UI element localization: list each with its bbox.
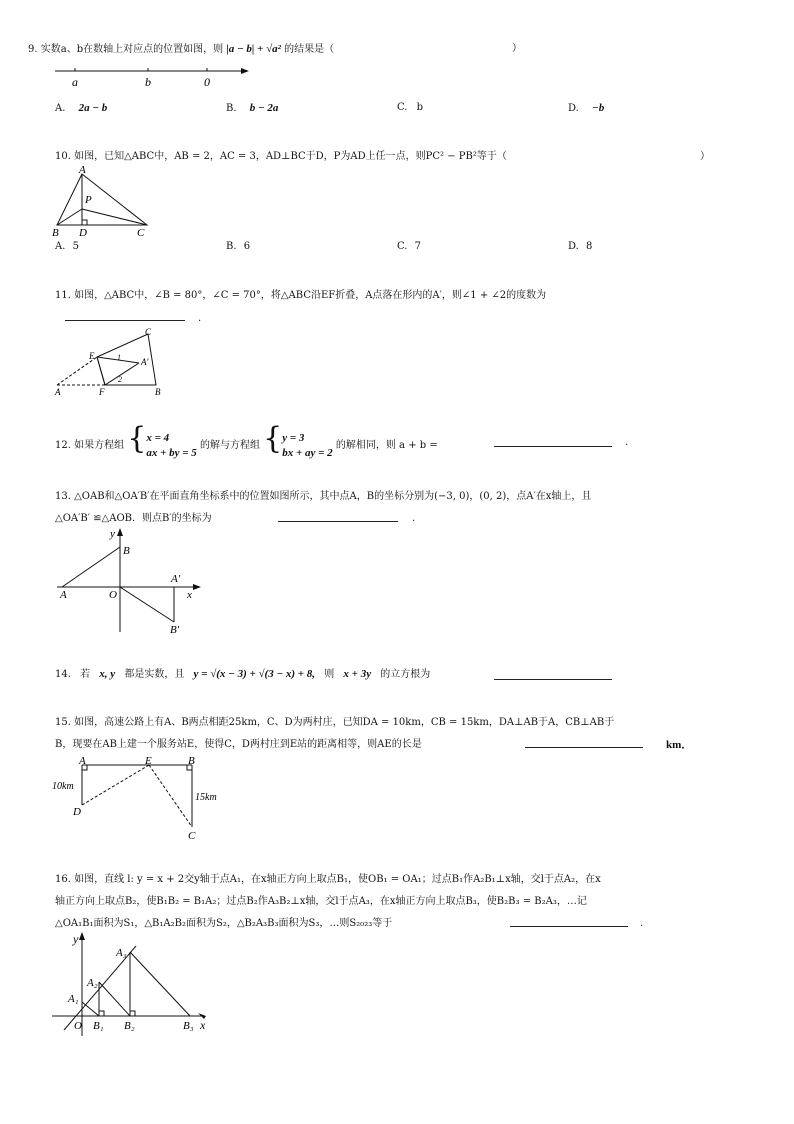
question-text-end: 的结果是（ xyxy=(284,44,335,55)
label-B: B xyxy=(123,545,130,557)
question-text: 如图，直线 l: y = x + 2交y轴于点A₁，在x轴正方向上取点B₁，使OB₁ = OA₁；过点B₁作A₂B₁⊥x轴，交l于点A₂，在x xyxy=(74,874,601,885)
answer-blank[interactable] xyxy=(494,679,612,680)
label-15km: 15km xyxy=(195,792,217,803)
label-angle-2: 2 xyxy=(118,375,122,384)
label-D: D xyxy=(79,227,87,239)
question-text: 若 xyxy=(80,669,91,680)
question-13-line-2: △OA′B′ ≌△AOB．则点B′的坐标为 xyxy=(55,513,212,524)
question-16-line-1 xyxy=(55,873,601,887)
label-A: A xyxy=(79,755,86,767)
question-9 xyxy=(28,42,334,57)
question-text: 如图，△ABC中，∠B = 80°，∠C = 70°，将△ABC沿EF折叠，A点落在形内的A′，则∠1 + ∠2的度数为 xyxy=(74,290,547,301)
option-a[interactable]: A. 2a − b xyxy=(55,102,108,114)
math-expression-2: x + 3y xyxy=(343,668,372,680)
question-15-line-2: B，现要在AB上建一个服务站E，使得C，D两村庄到E站的距离相等，则AE的长是 xyxy=(55,739,422,750)
question-number: 10. xyxy=(55,151,71,162)
question-16-line-2: 轴正方向上取点B₂，使B₁B₂ = B₁A₂；过点B₂作A₃B₂⊥x轴，交l于点A₃，在x轴正方向上取点B₃，使B₂B₃ = B₂A₃，…记 xyxy=(55,896,587,907)
option-d[interactable]: D. −b xyxy=(568,102,605,114)
question-16-line-3: △OA₁B₁面积为S₁，△B₁A₂B₂面积为S₂，△B₂A₃B₃面积为S₃，…则S₂₀₂₃等于 xyxy=(55,918,393,929)
option-c[interactable]: C. 7 xyxy=(397,241,422,252)
answer-paren-close: ） xyxy=(700,151,710,162)
question-13-line-1 xyxy=(55,490,591,504)
label-b: b xyxy=(145,75,151,89)
label-B3: B₃ xyxy=(183,1020,194,1032)
coordinate-triangles-figure xyxy=(57,527,207,637)
question-text-end: 的立方根为 xyxy=(380,669,431,680)
math-expression: y = √(x − 3) + √(3 − x) + 8, xyxy=(193,668,316,680)
question-text-mid: 的解与方程组 xyxy=(199,440,260,451)
equation-system-2: y = 3 bx + ay = 2 xyxy=(282,431,333,459)
option-b[interactable]: B. 6 xyxy=(226,241,251,252)
question-text: △OAB和△OA′B′在平面直角坐标系中的位置如图所示，其中点A，B的坐标分别为(−3, 0)，(0, 2)，点A′在x轴上，且 xyxy=(74,491,592,502)
question-10 xyxy=(55,150,507,164)
line-triangles-figure xyxy=(52,932,217,1037)
label-D: D xyxy=(73,806,81,818)
label-O: O xyxy=(109,589,117,601)
triangle-abc-figure xyxy=(52,165,162,240)
question-text-mid2: 则 xyxy=(324,669,335,680)
label-B: B xyxy=(188,755,195,767)
label-A: A xyxy=(79,164,86,176)
number-line-figure xyxy=(55,60,255,90)
answer-blank[interactable] xyxy=(525,747,643,748)
answer-blank[interactable] xyxy=(65,320,185,321)
label-x: x xyxy=(200,1018,206,1032)
question-number: 9. xyxy=(28,44,38,55)
label-A-prime: A′ xyxy=(141,357,149,367)
math-expression: |a − b| + √a² xyxy=(226,43,281,55)
label-A2: A₂ xyxy=(87,977,98,989)
option-b[interactable]: B. b − 2a xyxy=(226,102,279,114)
label-A-prime: A′ xyxy=(171,573,181,585)
label-y: y xyxy=(73,932,79,946)
question-number: 12. xyxy=(55,440,71,451)
label-A: A xyxy=(60,589,67,601)
question-end-mark: . xyxy=(198,313,202,324)
label-A: A xyxy=(55,387,61,397)
question-12 xyxy=(55,421,438,461)
option-c[interactable]: C. b xyxy=(397,102,424,113)
left-brace: { xyxy=(263,421,283,456)
fold-triangle-figure xyxy=(55,327,175,399)
question-text: 如果方程组 xyxy=(74,440,125,451)
question-number: 14. xyxy=(55,669,71,680)
question-number: 13. xyxy=(55,491,71,502)
label-x: x xyxy=(187,589,192,601)
label-B: B xyxy=(155,387,161,397)
question-number: 15. xyxy=(55,717,71,728)
label-B2: B₂ xyxy=(124,1020,135,1032)
question-text: 实数a、b在数轴上对应点的位置如图，则 xyxy=(40,44,224,55)
label-A1: A₁ xyxy=(68,993,79,1005)
label-B: B xyxy=(52,227,59,239)
label-C: C xyxy=(145,327,152,337)
left-brace: { xyxy=(127,421,147,456)
question-14 xyxy=(55,667,430,682)
math-vars: x, y xyxy=(99,668,116,680)
label-C: C xyxy=(188,830,196,842)
label-10km: 10km xyxy=(52,781,74,792)
question-text: 如图，高速公路上有A、B两点相距25km，C、D为两村庄，已知DA = 10km，CB = 15km，DA⊥AB于A，CB⊥AB于 xyxy=(74,717,615,728)
label-B-prime: B′ xyxy=(170,624,180,636)
label-E: E xyxy=(145,755,152,767)
answer-blank[interactable] xyxy=(278,521,398,522)
unit-label: km． xyxy=(666,739,693,751)
label-O: O xyxy=(74,1020,82,1032)
answer-blank[interactable] xyxy=(510,926,628,927)
question-text: 如图，已知△ABC中，AB = 2，AC = 3，AD⊥BC于D，P为AD上任一点，则PC² − PB²等于（ xyxy=(74,151,507,162)
question-text-end: 的解相同，则 a + b = xyxy=(335,440,438,451)
answer-paren-close: ） xyxy=(512,43,522,54)
equation-system-1: x = 4 ax + by = 5 xyxy=(146,431,197,459)
label-B1: B₁ xyxy=(93,1020,104,1032)
option-d[interactable]: D. 8 xyxy=(568,241,593,252)
question-end-mark: . xyxy=(412,513,416,524)
label-y: y xyxy=(110,528,115,540)
label-angle-1: 1 xyxy=(117,353,121,362)
answer-blank[interactable] xyxy=(494,446,612,447)
label-F: F xyxy=(99,387,105,397)
highway-villages-figure xyxy=(52,755,227,845)
label-A3: A₃ xyxy=(116,947,127,959)
label-P: P xyxy=(85,194,92,206)
label-zero: 0 xyxy=(204,75,210,89)
question-text-mid: 都是实数，且 xyxy=(124,669,185,680)
question-end-mark: . xyxy=(640,918,644,929)
label-C: C xyxy=(137,227,145,239)
label-a: a xyxy=(72,75,78,89)
option-a[interactable]: A. 5 xyxy=(55,241,79,252)
question-number: 11. xyxy=(55,290,71,301)
label-E: E xyxy=(89,351,95,361)
question-number: 16. xyxy=(55,874,71,885)
question-15-line-1 xyxy=(55,716,614,730)
question-end-mark: . xyxy=(625,437,629,448)
question-11 xyxy=(55,289,546,303)
